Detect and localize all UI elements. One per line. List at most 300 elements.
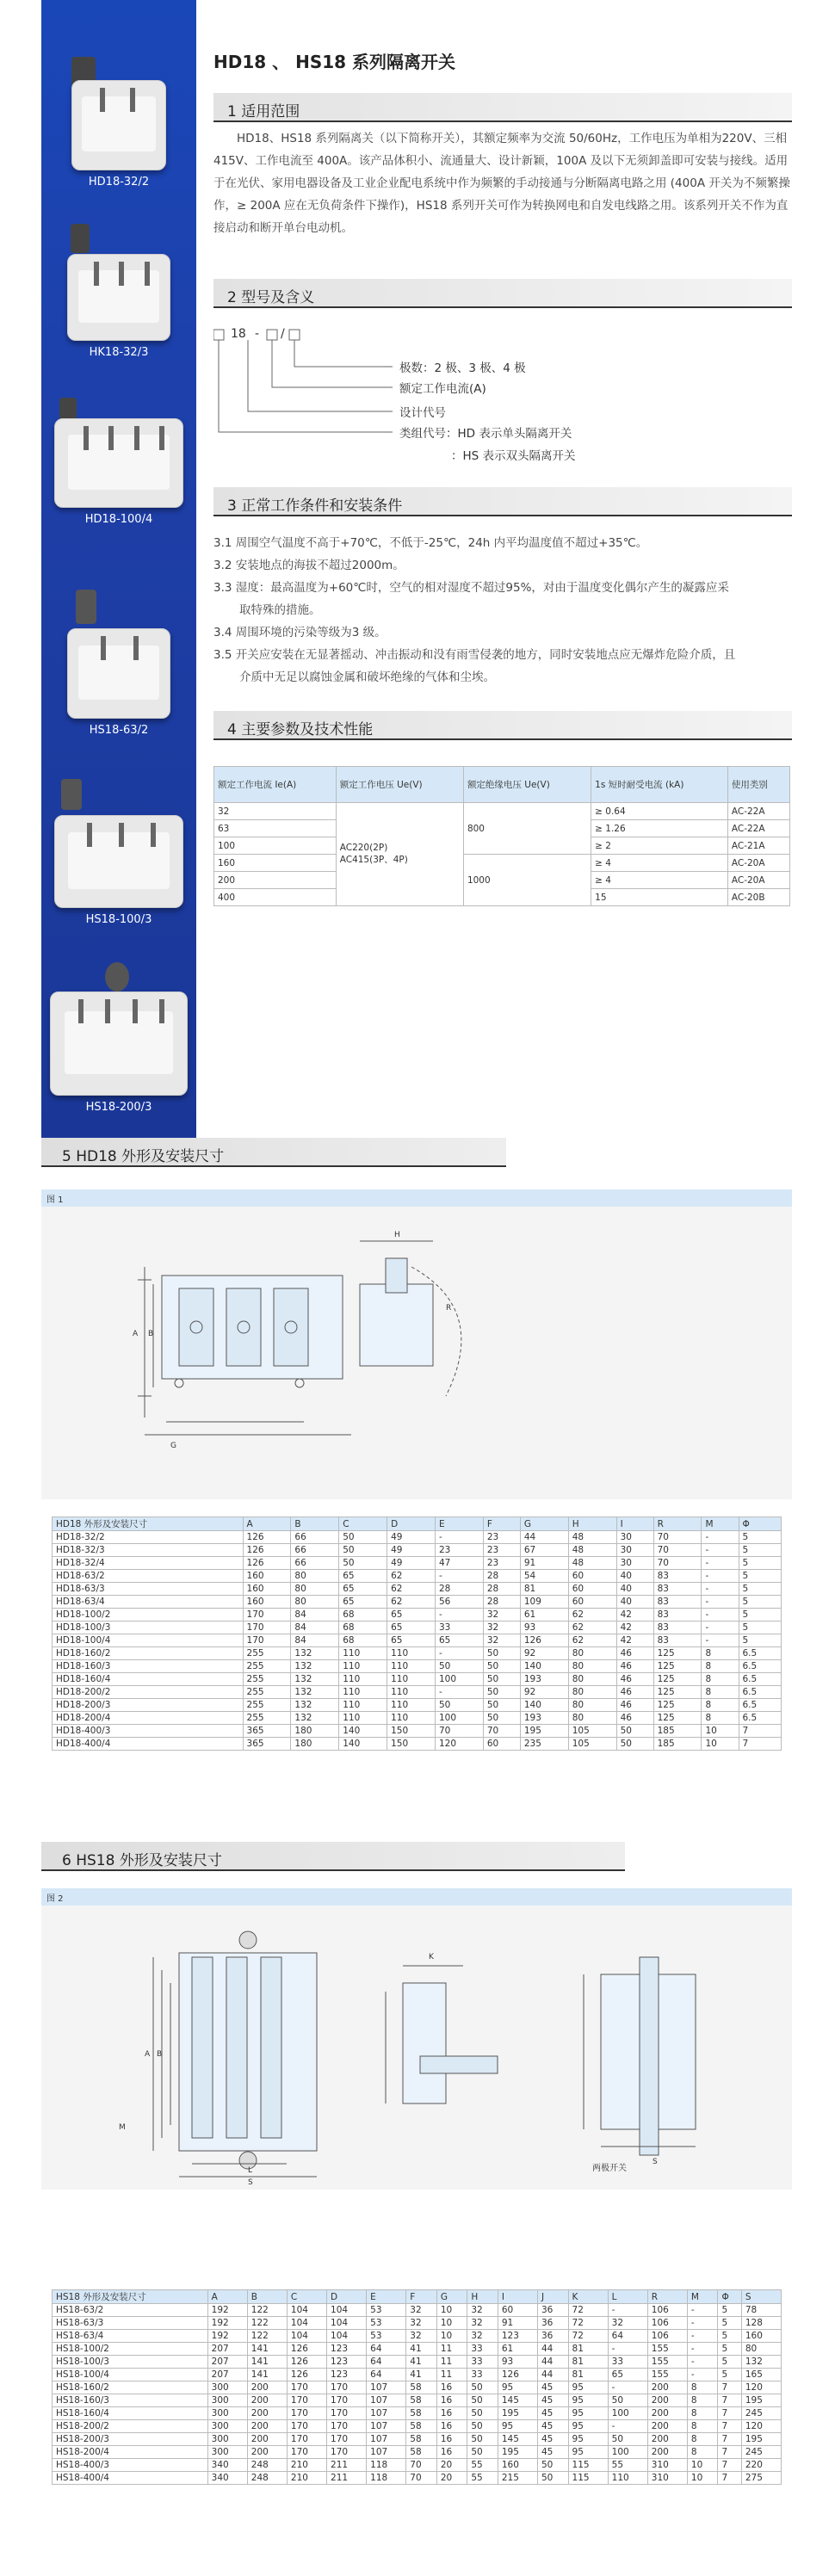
table-row: [53, 2407, 782, 2420]
table-header: 额定绝缘电压 Ue(V): [463, 767, 591, 803]
table-cell: 60: [483, 1738, 520, 1751]
table-cell: 132: [291, 1712, 339, 1725]
table-cell: 78: [741, 2304, 781, 2317]
section-title: 3 正常工作条件和安装条件: [227, 497, 403, 515]
table-row: [53, 1647, 782, 1660]
hs18-drawing: [41, 1906, 792, 2190]
table-cell: 104: [287, 2317, 326, 2330]
table-cell: 7: [718, 2459, 741, 2472]
table-row: [53, 2420, 782, 2433]
table-cell: 46: [616, 1660, 653, 1673]
table-cell: 53: [367, 2304, 406, 2317]
table-cell: 195: [520, 1725, 568, 1738]
table-header: I: [498, 2290, 537, 2304]
table-cell: 46: [616, 1686, 653, 1699]
table-cell: 200: [647, 2446, 687, 2459]
table-cell: 81: [568, 2343, 608, 2356]
table-cell: 16: [436, 2407, 467, 2420]
code-part: /: [281, 327, 285, 341]
table-cell: 83: [653, 1583, 702, 1596]
table-cell: 110: [339, 1660, 387, 1673]
table-cell: 62: [568, 1622, 616, 1634]
table-cell: 91: [520, 1557, 568, 1570]
table-cell: 45: [538, 2394, 569, 2407]
table-cell: 115: [568, 2459, 608, 2472]
table-cell: 200: [247, 2420, 287, 2433]
table-cell: 32: [467, 2317, 498, 2330]
table-cell: 8: [687, 2420, 718, 2433]
condition-line: 3.5 开关应安装在无显著摇动、冲击振动和没有雨雪侵袭的地方，同时安装地点应无爆炸危险介质，且: [213, 648, 736, 662]
table-cell: 45: [538, 2420, 569, 2433]
table-cell: 84: [291, 1609, 339, 1622]
table-cell: HS18-160/2: [53, 2381, 208, 2394]
table-header: H: [467, 2290, 498, 2304]
table-cell: 95: [568, 2420, 608, 2433]
table-cell: 170: [327, 2407, 367, 2420]
table-cell: 10: [436, 2317, 467, 2330]
table-header: R: [653, 1517, 702, 1531]
table-cell: 210: [287, 2472, 326, 2485]
table-row: [53, 1544, 782, 1557]
table-cell: 8: [687, 2446, 718, 2459]
table-cell: 49: [387, 1531, 436, 1544]
table-cell: 115: [568, 2472, 608, 2485]
table-cell: 93: [498, 2356, 537, 2369]
table-cell: 170: [287, 2407, 326, 2420]
table-cell: 62: [387, 1596, 436, 1609]
table-cell: 107: [367, 2381, 406, 2394]
table-cell: 170: [287, 2433, 326, 2446]
svg-text:G: G: [170, 1442, 176, 1450]
table-cell: 83: [653, 1570, 702, 1583]
table-cell: 141: [247, 2343, 287, 2356]
table-cell: 160: [243, 1570, 291, 1583]
table-cell: 6.5: [739, 1712, 782, 1725]
table-cell: HD18-160/2: [53, 1647, 244, 1660]
table-cell: 215: [498, 2472, 537, 2485]
table-cell: 8: [687, 2407, 718, 2420]
table-header: F: [406, 2290, 437, 2304]
svg-text:L: L: [248, 2166, 253, 2175]
table-cell: 365: [243, 1738, 291, 1751]
table-cell: 300: [207, 2433, 247, 2446]
table-cell: 110: [387, 1660, 436, 1673]
table-cell: 55: [608, 2459, 647, 2472]
table-cell: 28: [483, 1570, 520, 1583]
table-cell: 122: [247, 2304, 287, 2317]
table-cell: 185: [653, 1738, 702, 1751]
table-cell: 70: [406, 2459, 437, 2472]
product-card: [41, 962, 196, 1114]
table-cell: 207: [207, 2356, 247, 2369]
scope-text: HD18、HS18 系列隔离关（以下简称开关），其额定频率为交流 50/60Hz，工作电压为单相为220V、三相 415V、工作电流至 400A。该产品体积小、流通量大、设计新颖，100A 及以下无须卸盖即可安装与接线。适用于在光伏、家用电器设备及工业企业配电系统中作为频繁的手动接通与分断隔离电路之用 (400A 开关为不频繁操作，≥ 200A 应在无负荷条件下操作)，HS18 系列开关可作为转换网电和自发电线路之用。该系列开关不作为直接启动和断开单台电动机。: [213, 132, 790, 235]
figure-caption-bar: [41, 1189, 792, 1207]
table-cell: HD18-160/4: [53, 1673, 244, 1686]
table-cell: -: [608, 2420, 647, 2433]
table-cell: 60: [568, 1583, 616, 1596]
table-cell: -: [687, 2317, 718, 2330]
table-cell: 200: [647, 2433, 687, 2446]
product-label: HD18-32/2: [88, 176, 150, 188]
table-header: F: [483, 1517, 520, 1531]
product-image: [71, 24, 166, 170]
table-cell: 160: [498, 2459, 537, 2472]
model-item: 极数：2 极、3 极、4 极: [399, 361, 526, 375]
table-cell: 255: [243, 1660, 291, 1673]
table-cell: 107: [367, 2407, 406, 2420]
model-diagram: [213, 325, 792, 472]
table-cell: 170: [327, 2420, 367, 2433]
table-cell: 95: [568, 2407, 608, 2420]
table-cell: 49: [387, 1544, 436, 1557]
table-cell: 32: [483, 1622, 520, 1634]
table-header: E: [367, 2290, 406, 2304]
table-cell: HD18-400/4: [53, 1738, 244, 1751]
table-cell: 54: [520, 1570, 568, 1583]
table-cell: 61: [498, 2343, 537, 2356]
svg-text:B: B: [157, 2050, 163, 2059]
table-cell: 95: [568, 2433, 608, 2446]
table-cell: 107: [367, 2433, 406, 2446]
table-cell: 141: [247, 2356, 287, 2369]
table-cell: 95: [568, 2446, 608, 2459]
table-cell: HD18-32/2: [53, 1531, 244, 1544]
table-cell: 70: [653, 1531, 702, 1544]
section-header-scope: [213, 93, 792, 122]
table-cell: 5: [739, 1609, 782, 1622]
table-cell: 58: [406, 2420, 437, 2433]
table-row: [53, 1609, 782, 1622]
table-cell: 400: [214, 889, 337, 906]
table-cell: 33: [467, 2369, 498, 2381]
table-row: [53, 1725, 782, 1738]
table-cell: 80: [741, 2343, 781, 2356]
table-cell: 61: [520, 1609, 568, 1622]
table-cell: 180: [291, 1725, 339, 1738]
table-cell: 110: [608, 2472, 647, 2485]
table-header: R: [647, 2290, 687, 2304]
table-cell: 800: [463, 803, 591, 855]
table-cell: 53: [367, 2330, 406, 2343]
table-cell: 81: [568, 2369, 608, 2381]
table-cell: 16: [436, 2433, 467, 2446]
table-cell: 46: [616, 1673, 653, 1686]
table-cell: HD18-200/4: [53, 1712, 244, 1725]
section-title: 2 型号及含义: [227, 289, 315, 306]
table-cell: 65: [339, 1570, 387, 1583]
table-cell: HS18-63/4: [53, 2330, 208, 2343]
table-cell: 128: [741, 2317, 781, 2330]
table-cell: 125: [653, 1712, 702, 1725]
product-sidebar: [41, 0, 196, 1138]
table-cell: 83: [653, 1596, 702, 1609]
table-cell: 8: [702, 1712, 739, 1725]
table-cell: 83: [653, 1609, 702, 1622]
table-cell: 122: [247, 2317, 287, 2330]
table-cell: 100: [214, 837, 337, 855]
table-cell: 28: [483, 1583, 520, 1596]
table-cell: 120: [435, 1738, 483, 1751]
table-header: M: [702, 1517, 739, 1531]
table-cell: 110: [387, 1712, 436, 1725]
table-cell: 92: [520, 1647, 568, 1660]
table-header: E: [435, 1517, 483, 1531]
table-cell: HD18-100/2: [53, 1609, 244, 1622]
table-cell: 100: [608, 2407, 647, 2420]
table-cell: 53: [367, 2317, 406, 2330]
table-cell: 42: [616, 1634, 653, 1647]
table-cell: 126: [520, 1634, 568, 1647]
table-cell: 123: [327, 2356, 367, 2369]
table-cell: 155: [647, 2356, 687, 2369]
table-cell: 106: [647, 2330, 687, 2343]
table-cell: 5: [718, 2330, 741, 2343]
product-image: [67, 220, 170, 341]
table-cell: 50: [467, 2381, 498, 2394]
table-cell: 16: [436, 2446, 467, 2459]
table-cell: 107: [367, 2394, 406, 2407]
table-cell: 15: [591, 889, 728, 906]
table-cell: 255: [243, 1686, 291, 1699]
product-label: HD18-100/4: [84, 513, 153, 526]
table-cell: 65: [387, 1634, 436, 1647]
section-title: 4 主要参数及技术性能: [227, 721, 374, 738]
table-cell: 42: [616, 1622, 653, 1634]
product-label: HS18-200/3: [85, 1101, 152, 1114]
table-header: G: [520, 1517, 568, 1531]
section-title: 1 适用范围: [227, 103, 300, 120]
table-cell: 126: [243, 1531, 291, 1544]
table-cell: 200: [647, 2407, 687, 2420]
table-header: D: [327, 2290, 367, 2304]
table-cell: -: [702, 1634, 739, 1647]
product-image: [54, 779, 183, 908]
table-cell: 65: [339, 1596, 387, 1609]
table-header: Φ: [739, 1517, 782, 1531]
table-header: K: [568, 2290, 608, 2304]
model-item: 额定工作电流(A): [399, 382, 486, 396]
table-cell: 28: [483, 1596, 520, 1609]
table-cell: -: [702, 1583, 739, 1596]
table-cell: 80: [568, 1660, 616, 1673]
table-cell: 235: [520, 1738, 568, 1751]
table-cell: HS18-100/3: [53, 2356, 208, 2369]
table-cell: 5: [739, 1634, 782, 1647]
table-cell: 170: [243, 1634, 291, 1647]
table-cell: 58: [406, 2433, 437, 2446]
table-cell: AC220(2P) AC415(3P、4P): [336, 803, 463, 906]
table-cell: 50: [483, 1660, 520, 1673]
table-cell: 140: [520, 1699, 568, 1712]
table-cell: 104: [327, 2330, 367, 2343]
table-cell: 170: [327, 2446, 367, 2459]
table-cell: 95: [568, 2381, 608, 2394]
table-cell: 300: [207, 2446, 247, 2459]
table-cell: 5: [739, 1583, 782, 1596]
table-cell: AC-22A: [727, 803, 789, 820]
table-cell: 32: [467, 2304, 498, 2317]
table-cell: 120: [741, 2420, 781, 2433]
table-header: J: [538, 2290, 569, 2304]
table-cell: 125: [653, 1686, 702, 1699]
table-cell: 50: [339, 1544, 387, 1557]
table-cell: -: [687, 2304, 718, 2317]
table-cell: 192: [207, 2330, 247, 2343]
table-cell: 200: [247, 2381, 287, 2394]
table-cell: 84: [291, 1622, 339, 1634]
svg-text:H: H: [394, 1231, 400, 1239]
table-row: [53, 1622, 782, 1634]
table-cell: 248: [247, 2472, 287, 2485]
table-cell: 122: [247, 2330, 287, 2343]
table-row: [53, 1712, 782, 1725]
table-cell: -: [702, 1531, 739, 1544]
table-cell: 104: [327, 2317, 367, 2330]
table-cell: 58: [406, 2394, 437, 2407]
table-cell: HS18-200/2: [53, 2420, 208, 2433]
table-header: L: [608, 2290, 647, 2304]
table-cell: 8: [702, 1660, 739, 1673]
table-cell: 123: [498, 2330, 537, 2343]
product-image: [67, 590, 170, 719]
table-cell: 70: [653, 1557, 702, 1570]
table-row: [53, 2472, 782, 2485]
table-cell: -: [608, 2304, 647, 2317]
table-cell: 170: [243, 1609, 291, 1622]
table-cell: 195: [498, 2407, 537, 2420]
table-cell: 80: [568, 1712, 616, 1725]
table-cell: 106: [647, 2304, 687, 2317]
table-cell: AC-20A: [727, 855, 789, 872]
table-cell: 110: [387, 1686, 436, 1699]
table-header: B: [291, 1517, 339, 1531]
table-cell: 145: [498, 2433, 537, 2446]
table-row: [53, 2369, 782, 2381]
table-cell: 195: [741, 2394, 781, 2407]
product-card: [41, 24, 196, 188]
model-item: 类组代号：HD 表示单头隔离开关: [399, 427, 572, 441]
table-header: C: [287, 2290, 326, 2304]
table-cell: 64: [367, 2343, 406, 2356]
table-cell: 28: [435, 1583, 483, 1596]
table-cell: 110: [387, 1699, 436, 1712]
table-cell: 126: [498, 2369, 537, 2381]
table-cell: 48: [568, 1557, 616, 1570]
product-card: [41, 590, 196, 737]
table-cell: 11: [436, 2343, 467, 2356]
table-cell: 10: [702, 1725, 739, 1738]
table-cell: 81: [568, 2356, 608, 2369]
table-cell: 6.5: [739, 1699, 782, 1712]
table-cell: 32: [406, 2330, 437, 2343]
table-cell: 83: [653, 1622, 702, 1634]
table-cell: 193: [520, 1712, 568, 1725]
table-cell: 44: [538, 2343, 569, 2356]
table-cell: 10: [687, 2472, 718, 2485]
product-image: [54, 396, 183, 508]
table-cell: 95: [498, 2381, 537, 2394]
table-cell: 67: [520, 1544, 568, 1557]
table-cell: 80: [291, 1583, 339, 1596]
table-cell: 50: [339, 1531, 387, 1544]
table-cell: 7: [739, 1738, 782, 1751]
table-cell: 5: [739, 1570, 782, 1583]
table-cell: 50: [616, 1738, 653, 1751]
table-cell: 41: [406, 2356, 437, 2369]
table-cell: 275: [741, 2472, 781, 2485]
table-cell: 8: [687, 2394, 718, 2407]
table-cell: 255: [243, 1673, 291, 1686]
table-cell: HS18-100/2: [53, 2343, 208, 2356]
table-cell: 8: [702, 1686, 739, 1699]
table-cell: 80: [291, 1596, 339, 1609]
page-title: HD18 、 HS18 系列隔离开关: [213, 52, 456, 72]
table-cell: 30: [616, 1531, 653, 1544]
table-cell: 160: [214, 855, 337, 872]
table-cell: 50: [616, 1725, 653, 1738]
table-cell: 170: [287, 2381, 326, 2394]
table-cell: 6.5: [739, 1686, 782, 1699]
table-cell: 40: [616, 1596, 653, 1609]
table-cell: 10: [436, 2330, 467, 2343]
table-cell: 42: [616, 1609, 653, 1622]
table-cell: 50: [538, 2472, 569, 2485]
table-row: [53, 1596, 782, 1609]
section-header-hs18: [41, 1842, 625, 1871]
svg-text:R: R: [446, 1304, 452, 1313]
table-cell: 165: [741, 2369, 781, 2381]
table-cell: 23: [483, 1531, 520, 1544]
table-cell: 211: [327, 2472, 367, 2485]
table-cell: 30: [616, 1557, 653, 1570]
table-cell: 300: [207, 2394, 247, 2407]
table-cell: 44: [538, 2356, 569, 2369]
params-table: [213, 766, 790, 906]
table-cell: 141: [247, 2369, 287, 2381]
table-cell: 32: [467, 2330, 498, 2343]
condition-line: 3.3 湿度：最高温度为+60℃时，空气的相对湿度不超过95%，对由于温度变化偶尔产生的凝露应采: [213, 581, 729, 595]
table-cell: 248: [247, 2459, 287, 2472]
table-cell: 68: [339, 1622, 387, 1634]
table-row: [53, 2446, 782, 2459]
table-row: [53, 1699, 782, 1712]
table-cell: 150: [387, 1725, 436, 1738]
table-cell: 95: [568, 2394, 608, 2407]
table-header: M: [687, 2290, 718, 2304]
table-cell: 170: [243, 1622, 291, 1634]
table-cell: HD18-63/3: [53, 1583, 244, 1596]
table-cell: 126: [243, 1557, 291, 1570]
table-cell: 245: [741, 2407, 781, 2420]
table-cell: 195: [741, 2433, 781, 2446]
table-header: D: [387, 1517, 436, 1531]
table-header: 额定工作电流 Ie(A): [214, 767, 337, 803]
table-cell: 16: [436, 2381, 467, 2394]
table-cell: 46: [616, 1647, 653, 1660]
table-cell: 44: [520, 1531, 568, 1544]
table-cell: 126: [287, 2369, 326, 2381]
table-cell: 200: [647, 2394, 687, 2407]
table-cell: 255: [243, 1647, 291, 1660]
table-cell: 36: [538, 2330, 569, 2343]
hd18-drawing: [41, 1207, 792, 1499]
hd18-dimension-table: [52, 1517, 782, 1751]
table-cell: 10: [687, 2459, 718, 2472]
table-header: 使用类别: [727, 767, 789, 803]
table-cell: 66: [291, 1531, 339, 1544]
table-cell: 50: [339, 1557, 387, 1570]
section-header-model: [213, 279, 792, 308]
